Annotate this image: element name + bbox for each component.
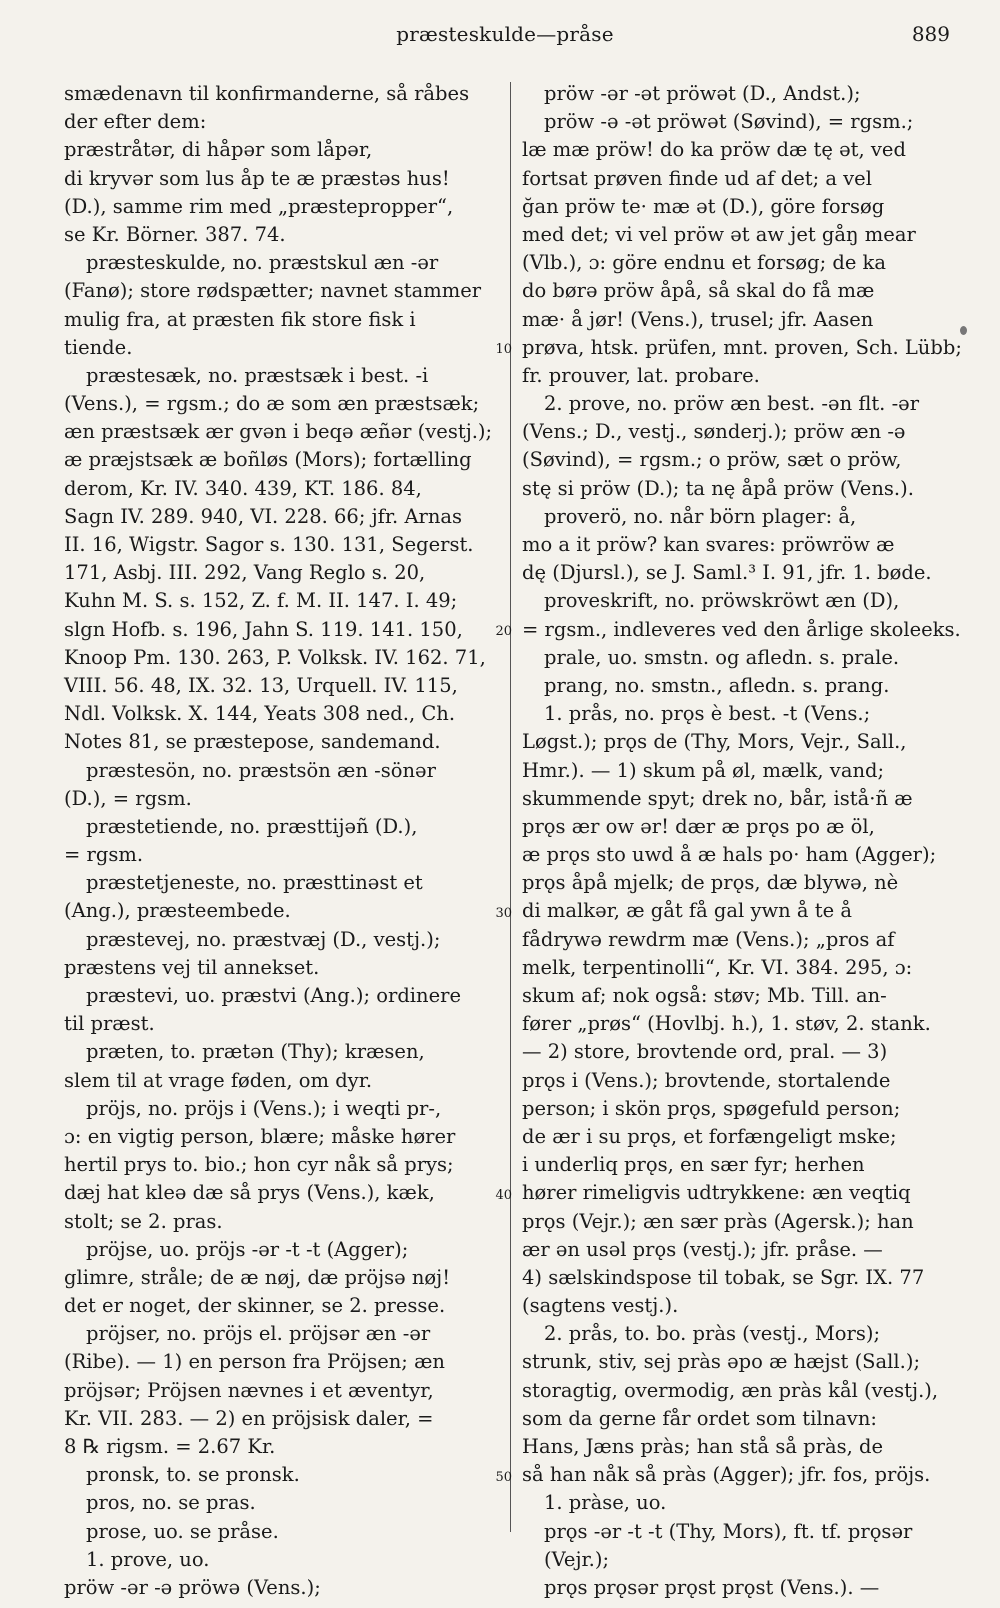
text-line: pronsk, to. se pronsk.	[86, 1463, 300, 1487]
text-line: — 2) store, brovtende ord, pral. — 3)	[522, 1040, 888, 1064]
text-line: præstetiende, no. præsttijəñ (D.),	[86, 814, 418, 838]
text-line: i underliq prǫs, en sær fyr; herhen	[522, 1153, 865, 1177]
text-line: mo a it pröw? kan svares: pröwröw æ	[522, 533, 895, 556]
text-line: æ prǫs sto uwd å æ hals po· ham (Agger);	[522, 843, 937, 867]
text-line: stę si pröw (D.); ta nę åpå pröw (Vens.).	[522, 476, 914, 500]
text-line: prǫs prǫsər prǫst prǫst (Vens.). —	[544, 1575, 880, 1599]
text-line: storagtig, overmodig, æn pràs kål (vestj.),	[522, 1378, 939, 1402]
text-line: 1. prås, no. prǫs è best. -t (Vens.;	[544, 702, 871, 726]
text-line: Løgst.); prǫs de (Thy, Mors, Vejr., Sall.,	[522, 730, 907, 754]
text-line: dę (Djursl.), se J. Saml.³ I. 91, jfr. 1. bøde.	[522, 561, 932, 585]
text-line: (sagtens vestj.).	[522, 1294, 679, 1318]
text-line: 2. prås, to. bo. pràs (vestj., Mors);	[544, 1322, 881, 1346]
text-line: hører rimeligvis udtrykkene: æn veqtiq	[522, 1181, 911, 1205]
text-line: til præst.	[64, 1012, 155, 1036]
running-title: præsteskulde—pråse	[396, 22, 614, 46]
text-line: (Vejr.);	[544, 1547, 610, 1571]
text-line: æ præjstsæk æ boñløs (Mors); fortælling	[64, 448, 472, 472]
text-line: præsteskulde, no. præstskul æn -ər	[86, 251, 439, 275]
text-line: (Fanø); store rødspætter; navnet stammer	[64, 279, 482, 303]
text-line: præten, to. prætən (Thy); kræsen,	[86, 1040, 425, 1064]
text-line: prǫs i (Vens.); brovtende, stortalende	[522, 1068, 891, 1092]
text-line: Sagn IV. 289. 940, VI. 228. 66; jfr. Arnas	[64, 504, 463, 528]
left-column	[64, 80, 496, 1602]
page-header	[60, 22, 950, 52]
text-line: pröw -ər -ət pröwət (D., Andst.);	[544, 82, 861, 105]
text-line: præstesön, no. præstsön æn -sönər	[86, 758, 436, 782]
text-line: æn præstsæk ær gvən i beqə æñər (vestj.);	[64, 420, 493, 444]
text-line: mæ· å jør! (Vens.), trusel; jfr. Aasen	[522, 307, 874, 331]
text-line: (Vens.), = rgsm.; do æ som æn præstsæk;	[64, 392, 480, 416]
text-line: (Vlb.), ɔ: göre endnu et forsøg; de ka	[522, 251, 886, 275]
text-line: 2. prove, no. pröw æn best. -ən flt. -ər	[544, 392, 920, 416]
line-number: 40	[495, 1187, 512, 1203]
text-line: prǫs -ər -t -t (Thy, Mors), ft. tf. prǫsər	[544, 1519, 913, 1543]
text-line: prøva, htsk. prüfen, mnt. proven, Sch. Lübb;	[522, 335, 962, 359]
text-line: (Ang.), præsteembede.	[64, 899, 291, 923]
text-line: præstevej, no. præstvæj (D., vestj.);	[86, 927, 441, 951]
text-line: hertil prys to. bio.; hon cyr nåk så prys;	[64, 1153, 454, 1177]
text-line: ɔ: en vigtig person, blære; måske hører	[64, 1124, 456, 1148]
text-line: præstens vej til annekset.	[64, 955, 320, 979]
text-line: 8 ℞ rigsm. = 2.67 Kr.	[64, 1435, 276, 1458]
text-line: som da gerne får ordet som tilnavn:	[522, 1406, 877, 1430]
text-line: fådrywə rewdrm mæ (Vens.); „pros af	[522, 927, 895, 951]
text-line: fører „prøs“ (Hovlbj. h.), 1. støv, 2. stank.	[522, 1012, 931, 1036]
text-line: præstetjeneste, no. præsttinəst et	[86, 871, 423, 895]
text-line: fr. prouver, lat. probare.	[522, 363, 760, 387]
text-line: prang, no. smstn., afledn. s. prang.	[544, 673, 890, 697]
text-line: glimre, stråle; de æ nøj, dæ pröjsə nøj!	[64, 1265, 451, 1289]
text-line: prose, uo. se pråse.	[86, 1519, 279, 1543]
column-divider	[510, 82, 511, 1532]
text-line: pröjse, uo. pröjs -ər -t -t (Agger);	[86, 1237, 409, 1261]
text-line: (Vens.; D., vestj., sønderj.); pröw æn -ə	[522, 420, 906, 444]
text-line: (D.), samme rim med „præstepropper“,	[64, 194, 454, 218]
text-line: det er noget, der skinner, se 2. presse.	[64, 1294, 446, 1318]
text-line: Knoop Pm. 130. 263, P. Volksk. IV. 162. 71,	[64, 645, 486, 669]
text-line: ğan pröw te· mæ ət (D.), göre forsøg	[522, 194, 885, 218]
text-line: proveskrift, no. pröwskröwt æn (D),	[544, 589, 900, 613]
text-line: 1. pràse, uo.	[544, 1491, 667, 1515]
text-line: læ mæ pröw! do ka pröw dæ tę ət, ved	[522, 138, 906, 162]
text-line: smædenavn til konfirmanderne, så råbes	[64, 82, 470, 105]
text-line: 171, Asbj. III. 292, Vang Reglo s. 20,	[64, 561, 426, 585]
text-line: skummende spyt; drek no, bår, istå·ñ æ	[522, 786, 913, 810]
text-line: mulig fra, at præsten fik store fisk i	[64, 307, 416, 331]
text-line: = rgsm., indleveres ved den årlige skoleeks.	[522, 617, 961, 641]
text-line: (Søvind), = rgsm.; o pröw, sæt o pröw,	[522, 448, 902, 472]
text-line: proverö, no. når börn plager: å,	[544, 504, 857, 528]
text-line: dæj hat kleə dæ så prys (Vens.), kæk,	[64, 1181, 435, 1205]
text-line: pröjs, no. pröjs i (Vens.); i weqti pr-,	[86, 1096, 442, 1120]
text-line: pröw -ə -ət pröwət (Søvind), = rgsm.;	[544, 110, 914, 134]
text-line: ær ən usəl prǫs (vestj.); jfr. pråse. —	[522, 1237, 883, 1261]
text-line: tiende.	[64, 335, 133, 359]
text-line: strunk, stiv, sej pràs əpo æ hæjst (Sall.);	[522, 1350, 921, 1374]
text-line: stolt; se 2. pras.	[64, 1209, 223, 1233]
right-column	[522, 80, 962, 1602]
line-number: 50	[495, 1469, 512, 1485]
text-line: Hans, Jæns pràs; han stå så pràs, de	[522, 1435, 884, 1458]
text-line: fortsat prøven finde ud af det; a vel	[522, 166, 872, 190]
text-line: Kr. VII. 283. — 2) en pröjsisk daler, =	[64, 1406, 434, 1430]
text-line: Hmr.). — 1) skum på øl, mælk, vand;	[522, 758, 885, 782]
line-number: 30	[495, 905, 512, 921]
text-line: pröw -ər -ə pröwə (Vens.);	[64, 1575, 321, 1599]
text-line: do børə pröw åpå, så skal do få mæ	[522, 279, 875, 303]
text-line: prǫs (Vejr.); æn sær pràs (Agersk.); han	[522, 1209, 914, 1233]
text-line: præstevi, uo. præstvi (Ang.); ordinere	[86, 984, 461, 1007]
text-line: præstesæk, no. præstsæk i best. -i	[86, 363, 429, 387]
line-number: 10	[495, 341, 512, 357]
text-line: slgn Hofb. s. 196, Jahn S. 119. 141. 150,	[64, 617, 463, 641]
text-line: så han nåk så pràs (Agger); jfr. fos, pröjs.	[522, 1463, 931, 1487]
text-line: pröjsər; Pröjsen nævnes i et æventyr,	[64, 1378, 434, 1402]
text-line: di malkər, æ gåt få gal ywn å te å	[522, 899, 852, 923]
text-line: (D.), = rgsm.	[64, 786, 192, 810]
text-line: de ær i su prǫs, et forfængeligt mske;	[522, 1124, 897, 1148]
text-line: (Ribe). — 1) en person fra Pröjsen; æn	[64, 1350, 445, 1374]
text-line: prǫs åpå mjelk; de prǫs, dæ blywə, nè	[522, 871, 899, 895]
text-line: di kryvər som lus åp te æ præstəs hus!	[64, 166, 450, 190]
page-number: 889	[911, 22, 950, 46]
text-line: pröjser, no. pröjs el. pröjsər æn -ər	[86, 1322, 431, 1346]
text-line: pros, no. se pras.	[86, 1491, 256, 1515]
text-line: Notes 81, se præstepose, sandemand.	[64, 730, 441, 754]
text-line: se Kr. Börner. 387. 74.	[64, 222, 286, 246]
text-line: melk, terpentinolli“, Kr. VI. 384. 295, ɔ:	[522, 955, 913, 979]
text-line: person; i skön prǫs, spøgefuld person;	[522, 1096, 901, 1120]
text-line: Ndl. Volksk. X. 144, Yeats 308 ned., Ch.	[64, 702, 456, 726]
text-line: prale, uo. smstn. og afledn. s. prale.	[544, 645, 900, 669]
text-line: 4) sælskindspose til tobak, se Sgr. IX. 77	[522, 1265, 925, 1289]
text-line: prǫs ær ow ər! dær æ prǫs po æ öl,	[522, 814, 875, 838]
line-number: 20	[495, 623, 512, 639]
text-line: slem til at vrage føden, om dyr.	[64, 1068, 373, 1092]
text-line: 1. prove, uo.	[86, 1547, 210, 1571]
text-line: med det; vi vel pröw ət aw jet gåŋ mear	[522, 222, 916, 246]
text-line: der efter dem:	[64, 110, 207, 134]
text-line: Kuhn M. S. s. 152, Z. f. M. II. 147. I. 49;	[64, 589, 458, 613]
text-line: II. 16, Wigstr. Sagor s. 130. 131, Segerst.	[64, 533, 474, 556]
text-line: præstråtər, di håpər som låpər,	[64, 138, 373, 162]
text-line: skum af; nok også: støv; Mb. Till. an-	[522, 984, 887, 1007]
text-line: = rgsm.	[64, 843, 144, 867]
text-line: derom, Kr. IV. 340. 439, KT. 186. 84,	[64, 476, 422, 500]
margin-mark	[960, 326, 967, 335]
text-line: VIII. 56. 48, IX. 32. 13, Urquell. IV. 115,	[64, 673, 458, 697]
